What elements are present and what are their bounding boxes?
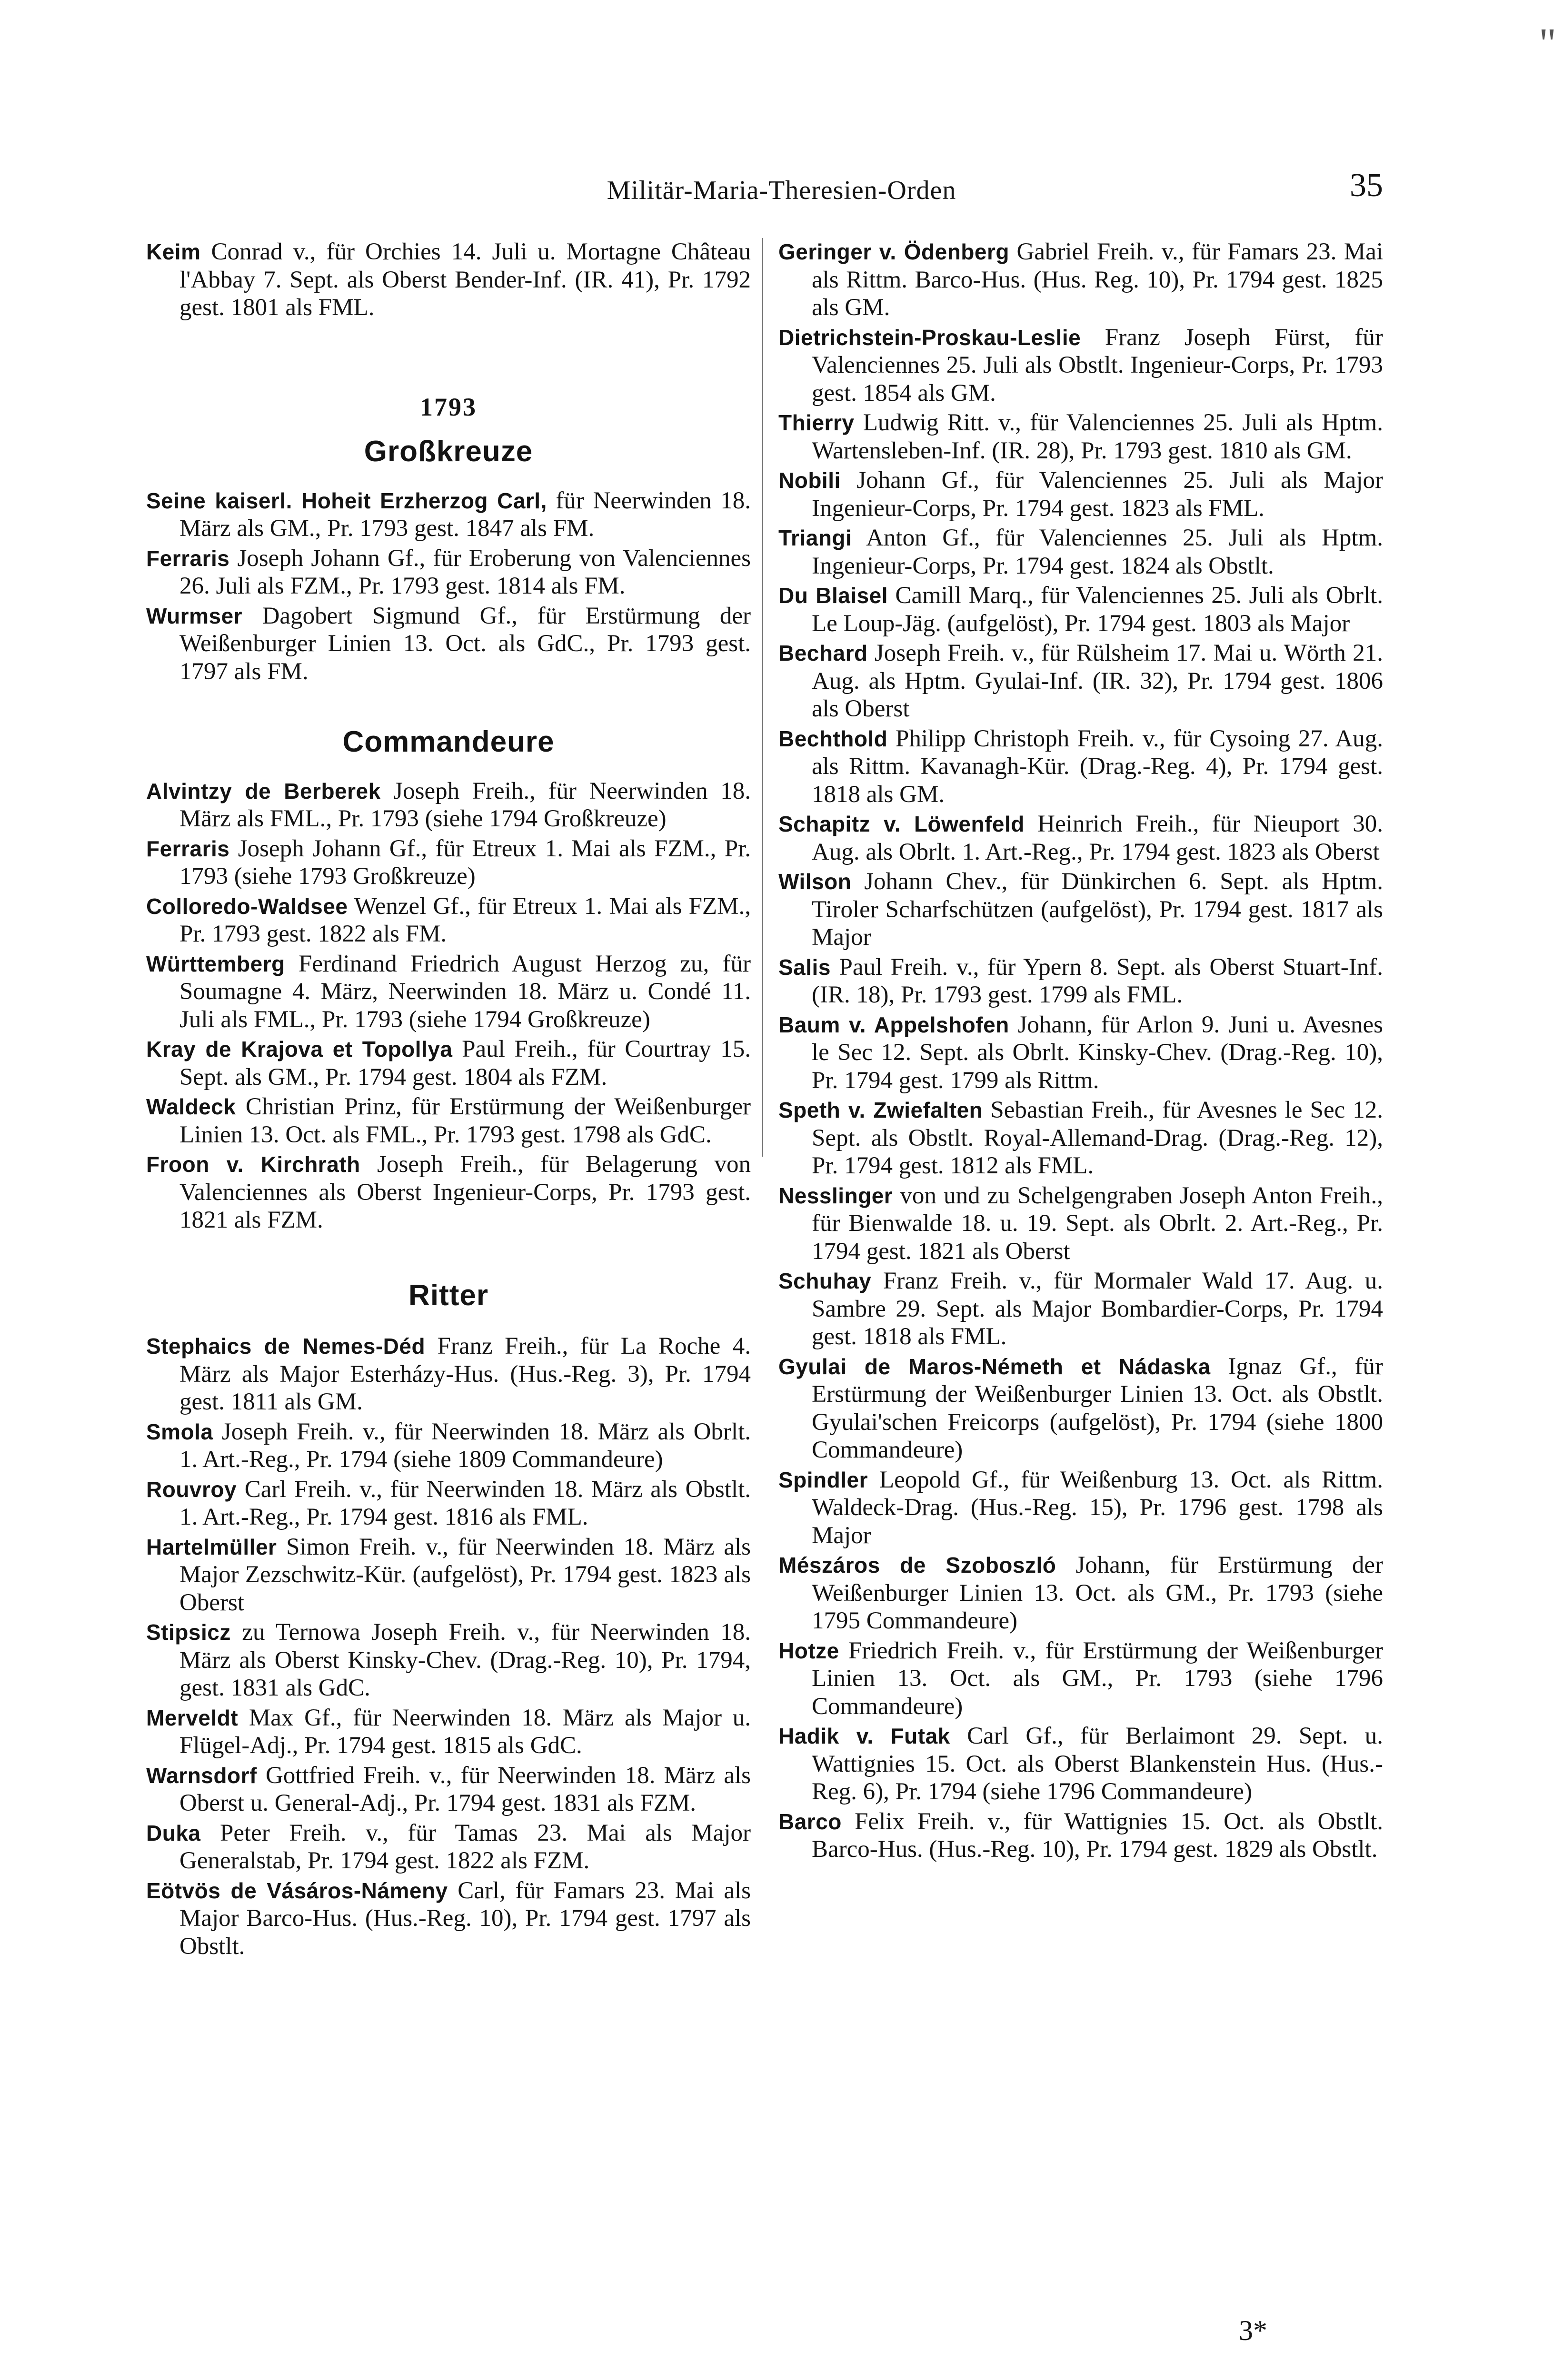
entry-text: Johann Gf., für Valenciennes 25. Juli als Major Ingenieur-Corps, Pr. 1794 gest. 1823 als FML. — [812, 467, 1383, 522]
entry-text: Ferdinand Friedrich August Herzog zu, für Soumagne 4. März, Neerwinden 18. März u. Condé 11. Juli als FML., Pr. 1793 (siehe 1794 Großkreuze) — [179, 950, 751, 1033]
entry-text: Franz Freih., für La Roche 4. März als Major Esterházy-Hus. (Hus.-Reg. 3), Pr. 1794 gest. 1811 als GM. — [179, 1333, 751, 1415]
entry-text: Joseph Johann Gf., für Eroberung von Valenciennes 26. Juli als FZM., Pr. 1793 gest. 1814 als FM. — [179, 545, 751, 599]
entry — [146, 1877, 751, 1961]
entry-name: Keim — [146, 239, 201, 264]
entry — [778, 409, 1383, 465]
entry-name: Württemberg — [146, 951, 285, 976]
entry-text: Christian Prinz, für Erstürmung der Weißenburger Linien 13. Oct. als FML., Pr. 1793 gest. 1798 als GdC. — [179, 1093, 751, 1148]
entry-text: Camill Marq., für Valenciennes 25. Juli als Obrlt. Le Loup-Jäg. (aufgelöst), Pr. 1794 gest. 1803 als Major — [812, 582, 1383, 637]
entry-text: Friedrich Freih. v., für Erstürmung der Weißenburger Linien 13. Oct. als GM., Pr. 1793 (siehe 1796 Commandeure) — [812, 1637, 1383, 1720]
grosskreuze-list — [146, 487, 751, 686]
entry-text: Ignaz Gf., für Erstürmung der Weißenburger Linien 13. Oct. als Obstlt. Gyulai'schen Freicorps (aufgelöst), Pr. 1794 (siehe 1800 Commandeure) — [812, 1353, 1383, 1463]
entry — [146, 1150, 751, 1234]
entry — [146, 1762, 751, 1817]
entry-name: Colloredo-Waldsee — [146, 893, 348, 919]
entry — [778, 1551, 1383, 1635]
left-top-entries — [146, 238, 751, 322]
entry — [146, 777, 751, 833]
entry-text: Ludwig Ritt. v., für Valenciennes 25. Juli als Hptm. Wartensleben-Inf. (IR. 28), Pr. 1793 gest. 1810 als GM. — [812, 409, 1383, 464]
entry-name: Merveldt — [146, 1705, 239, 1730]
right-column — [778, 238, 1383, 1865]
entry — [146, 1476, 751, 1531]
entry-text: Carl Freih. v., für Neerwinden 18. März als Obstlt. 1. Art.-Reg., Pr. 1794 gest. 1816 als FML. — [179, 1476, 751, 1530]
entry-text: Carl, für Famars 23. Mai als Major Barco-Hus. (Hus.-Reg. 10), Pr. 1794 gest. 1797 als Obstlt. — [179, 1877, 751, 1960]
entry — [146, 1533, 751, 1617]
entry-text: für Neerwinden 18. März als GM., Pr. 1793 gest. 1847 als FM. — [179, 487, 751, 542]
entry-text: Joseph Freih. v., für Neerwinden 18. März als Obrlt. 1. Art.-Reg., Pr. 1794 (siehe 1809 Commandeure) — [179, 1418, 751, 1473]
entry — [146, 1819, 751, 1875]
entry — [778, 324, 1383, 407]
entry-text: Anton Gf., für Valenciennes 25. Juli als Hptm. Ingenieur-Corps, Pr. 1794 gest. 1824 als Obstlt. — [812, 525, 1383, 579]
entry-name: Thierry — [778, 410, 855, 435]
entry — [778, 238, 1383, 322]
entry — [778, 953, 1383, 1009]
entry-name: Smola — [146, 1419, 213, 1444]
entry — [778, 466, 1383, 522]
entry-name: Hotze — [778, 1638, 839, 1663]
entry-text: Joseph Freih., für Neerwinden 18. März als FML., Pr. 1793 (siehe 1794 Großkreuze) — [179, 777, 751, 832]
entry-name: Duka — [146, 1820, 201, 1845]
entry — [778, 1722, 1383, 1806]
year-heading: 1793 — [420, 392, 477, 421]
entry-name: Dietrichstein-Proskau-Leslie — [778, 325, 1081, 350]
entry — [778, 639, 1383, 723]
right-entries-list — [778, 238, 1383, 1864]
entry-text: Gabriel Freih. v., für Famars 23. Mai als Rittm. Barco-Hus. (Hus. Reg. 10), Pr. 1794 gest. 1825 als GM. — [812, 238, 1383, 321]
entry — [146, 892, 751, 948]
entry-name: Alvintzy de Berberek — [146, 778, 381, 803]
entry-text: Heinrich Freih., für Nieuport 30. Aug. als Obrlt. 1. Art.-Reg., Pr. 1794 gest. 1823 als Oberst — [812, 811, 1383, 865]
entry — [778, 524, 1383, 580]
entry-name: Eötvös de Vásáros-Námeny — [146, 1878, 448, 1903]
entry-name: Wurmser — [146, 603, 243, 628]
entry — [146, 1332, 751, 1416]
entry-name: Schapitz v. Löwenfeld — [778, 812, 1025, 836]
entry-text: Leopold Gf., für Weißenburg 13. Oct. als Rittm. Waldeck-Drag. (Hus.-Reg. 15), Pr. 1796 gest. 1798 als Major — [812, 1466, 1383, 1549]
entry — [778, 1182, 1383, 1266]
entry-text: Sebastian Freih., für Avesnes le Sec 12. Sept. als Obstlt. Royal-Allemand-Drag. (Drag.-Reg. 12), Pr. 1794 gest. 1812 als FML. — [812, 1097, 1384, 1179]
entry-name: Rouvroy — [146, 1477, 237, 1502]
entry-text: Conrad v., für Orchies 14. Juli u. Mortagne Château l'Abbay 7. Sept. als Oberst Bender-Inf. (IR. 41), Pr. 1792 gest. 1801 als FML. — [179, 238, 751, 321]
entry — [146, 1418, 751, 1474]
ritter-list — [146, 1332, 751, 1960]
entry-name: Bechard — [778, 641, 868, 665]
entry-text: Johann, für Arlon 9. Juni u. Avesnes le Sec 12. Sept. als Obrlt. Kinsky-Chev. (Drag.-Reg. 10), Pr. 1794 gest. 1799 als Rittm. — [812, 1011, 1383, 1094]
entry — [778, 1637, 1383, 1721]
entry-name: Nobili — [778, 468, 841, 493]
entry-name: Triangi — [778, 526, 852, 550]
entry — [146, 1618, 751, 1702]
entry-text: Carl Gf., für Berlaimont 29. Sept. u. Wattignies 15. Oct. als Oberst Blankenstein Hus. (Hus.-Reg. 6), Pr. 1794 (siehe 1796 Commandeure) — [812, 1723, 1383, 1805]
entry-name: Salis — [778, 954, 831, 980]
entry — [146, 602, 751, 686]
entry-name: Waldeck — [146, 1094, 236, 1119]
entry-text: Johann Chev., für Dünkirchen 6. Sept. als Hptm. Tiroler Scharfschützen (aufgelöst), Pr. 1794 gest. 1817 als Major — [812, 868, 1383, 951]
entry-text: von und zu Schelgengraben Joseph Anton Freih., für Bienwalde 18. u. 19. Sept. als Obrlt. 2. Art.-Reg., Pr. 1794 gest. 1821 als Oberst — [812, 1182, 1383, 1265]
entry-name: Hartelmüller — [146, 1534, 277, 1559]
entry-name: Schuhay — [778, 1269, 872, 1293]
entry — [778, 582, 1383, 637]
entry-name: Nesslinger — [778, 1183, 893, 1208]
section-title-commandeure: Commandeure — [342, 725, 555, 758]
entry-text: Wenzel Gf., für Etreux 1. Mai als FZM., Pr. 1793 gest. 1822 als FM. — [179, 892, 751, 947]
entry-text: Peter Freih. v., für Tamas 23. Mai als Major Generalstab, Pr. 1794 gest. 1822 als FZM. — [179, 1819, 751, 1874]
entry-text: Gottfried Freih. v., für Neerwinden 18. März als Oberst u. General-Adj., Pr. 1794 gest. 1831 als FZM. — [179, 1762, 751, 1816]
page-header-title: Militär-Maria-Theresien-Orden — [607, 176, 956, 205]
entry-text: Max Gf., für Neerwinden 18. März als Major u. Flügel-Adj., Pr. 1794 gest. 1815 als GdC. — [179, 1704, 751, 1759]
entry-text: Simon Freih. v., für Neerwinden 18. März als Major Zezschwitz-Kür. (aufgelöst), Pr. 1794 gest. 1823 als Oberst — [179, 1533, 751, 1616]
entry-name: Gyulai de Maros-Németh et Nádaska — [778, 1354, 1211, 1379]
entry-name: Spindler — [778, 1467, 868, 1492]
entry-name: Barco — [778, 1809, 842, 1834]
section-title-grosskreuze: Großkreuze — [364, 435, 533, 468]
entry — [778, 1267, 1383, 1351]
entry-text: Paul Freih. v., für Ypern 8. Sept. als Oberst Stuart-Inf. (IR. 18), Pr. 1793 gest. 1799 als FML. — [812, 953, 1383, 1008]
entry — [146, 950, 751, 1034]
entry — [778, 1011, 1383, 1095]
entry — [146, 1093, 751, 1149]
page-number: 35 — [1350, 167, 1383, 204]
entry-text: Joseph Freih. v., für Rülsheim 17. Mai u. Wörth 21. Aug. als Hptm. Gyulai-Inf. (IR. 32), Pr. 1794 gest. 1806 als Oberst — [812, 640, 1383, 722]
entry — [146, 835, 751, 891]
entry — [146, 487, 751, 543]
section-title-ritter: Ritter — [408, 1279, 488, 1312]
entry — [778, 1353, 1383, 1464]
entry — [778, 810, 1383, 866]
entry — [146, 238, 751, 322]
entry-text: Franz Freih. v., für Mormaler Wald 17. Aug. u. Sambre 29. Sept. als Major Bombardier-Corps, Pr. 1794 gest. 1818 als FML. — [812, 1268, 1383, 1350]
entry-text: Felix Freih. v., für Wattignies 15. Oct. als Obstlt. Barco-Hus. (Hus.-Reg. 10), Pr. 1794 gest. 1829 als Obstlt. — [812, 1808, 1383, 1863]
entry-name: Bechthold — [778, 726, 888, 751]
signature-mark: 3* — [1239, 2315, 1267, 2346]
entry-name: Stephaics de Nemes-Déd — [146, 1334, 426, 1359]
entry-name: Wilson — [778, 869, 852, 894]
entry-name: Warnsdorf — [146, 1763, 257, 1788]
entry-name: Hadik v. Futak — [778, 1724, 950, 1748]
entry-name: Stipsicz — [146, 1620, 231, 1645]
entry — [778, 868, 1383, 952]
entry-name: Ferraris — [146, 836, 230, 861]
entry-text: Joseph Freih., für Belagerung von Valenciennes als Oberst Ingenieur-Corps, Pr. 1793 gest. 1821 als FZM. — [179, 1151, 751, 1233]
entry-text: Paul Freih., für Courtray 15. Sept. als GM., Pr. 1794 gest. 1804 als FZM. — [179, 1036, 751, 1091]
entry — [778, 1466, 1383, 1550]
entry-text: Johann, für Erstürmung der Weißenburger Linien 13. Oct. als GM., Pr. 1793 (siehe 1795 Commandeure) — [812, 1552, 1383, 1634]
entry-text: zu Ternowa Joseph Freih. v., für Neerwinden 18. März als Oberst Kinsky-Chev. (Drag.-Reg. 10), Pr. 1794, gest. 1831 als GdC. — [179, 1619, 751, 1701]
entry-name: Seine kaiserl. Hoheit Erzherzog Carl, — [146, 488, 547, 513]
entry-name: Speth v. Zwiefalten — [778, 1098, 983, 1122]
entry-name: Du Blaisel — [778, 583, 888, 608]
entry — [778, 1096, 1383, 1180]
left-column — [146, 238, 751, 1962]
entry — [778, 725, 1383, 809]
entry-name: Mészáros de Szoboszló — [778, 1553, 1056, 1577]
entry-name: Geringer v. Ödenberg — [778, 239, 1009, 264]
entry-name: Kray de Krajova et Topollya — [146, 1037, 453, 1061]
entry — [778, 1808, 1383, 1864]
entry-name: Baum v. Appelshofen — [778, 1012, 1009, 1037]
entry — [146, 1035, 751, 1091]
corner-mark: " — [1539, 20, 1556, 67]
entry — [146, 545, 751, 600]
entry-name: Ferraris — [146, 545, 230, 571]
entry-text: Dagobert Sigmund Gf., für Erstürmung der Weißenburger Linien 13. Oct. als GdC., Pr. 1793 gest. 1797 als FM. — [179, 602, 751, 685]
entry-text: Philipp Christoph Freih. v., für Cysoing 27. Aug. als Rittm. Kavanagh-Kür. (Drag.-Reg. 4), Pr. 1794 gest. 1818 als GM. — [812, 725, 1383, 808]
entry — [146, 1704, 751, 1760]
column-divider — [762, 238, 763, 1157]
entry-text: Joseph Johann Gf., für Etreux 1. Mai als FZM., Pr. 1793 (siehe 1793 Großkreuze) — [179, 835, 751, 890]
entry-name: Froon v. Kirchrath — [146, 1152, 360, 1177]
entry-text: Franz Joseph Fürst, für Valenciennes 25. Juli als Obstlt. Ingenieur-Corps, Pr. 1793 gest. 1854 als GM. — [812, 324, 1383, 407]
commandeure-list — [146, 777, 751, 1234]
